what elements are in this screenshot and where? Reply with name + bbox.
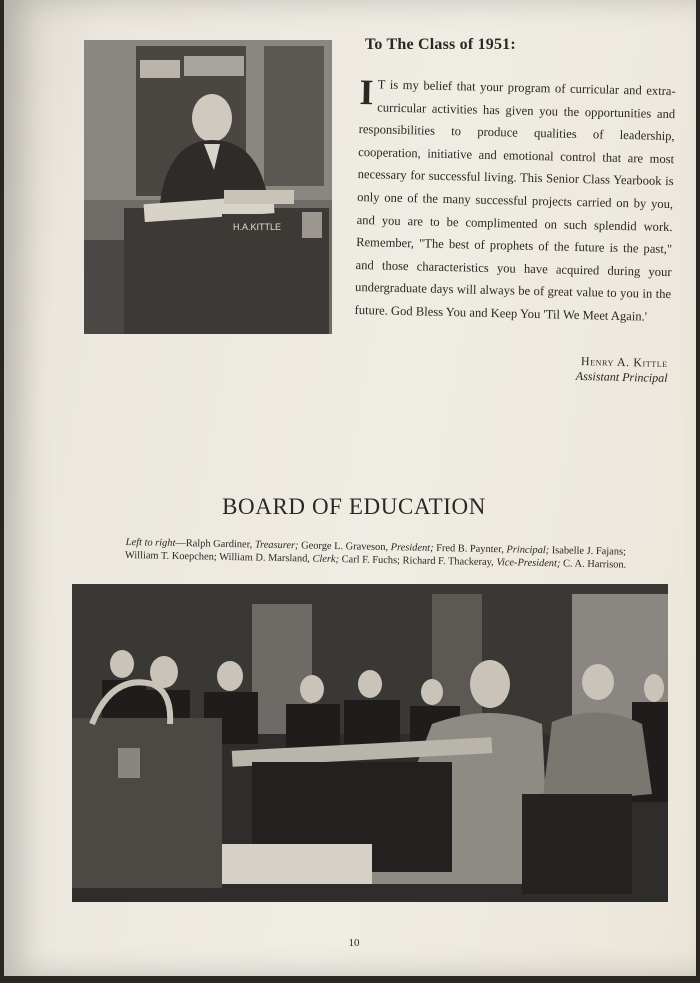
caption-lead: Left to right bbox=[125, 537, 176, 549]
caption-role: Clerk; bbox=[312, 553, 340, 566]
caption-text: C. A. Harrison. bbox=[560, 558, 627, 571]
page-number: 10 bbox=[348, 937, 360, 949]
board-photo-caption bbox=[123, 536, 627, 572]
board-of-education-photo bbox=[72, 584, 668, 902]
board-of-education-title: BOARD OF EDUCATION bbox=[222, 494, 486, 519]
caption-role: Vice-President; bbox=[496, 557, 561, 570]
caption-text: Isabelle J. Fajans; William T. Koepchen; William D. Marsland, bbox=[124, 545, 627, 565]
letter-signature bbox=[563, 354, 668, 386]
caption-role: Treasurer; bbox=[254, 539, 299, 552]
caption-role: Principal; bbox=[506, 544, 550, 557]
caption-text: Carl F. Fuchs; Richard F. Thackeray, bbox=[338, 554, 497, 569]
letter-heading: To The Class of 1951: bbox=[365, 36, 516, 53]
signature-name: Henry A. Kittle bbox=[580, 354, 668, 370]
caption-text: Fred B. Paynter, bbox=[433, 542, 507, 556]
signature-title: Assistant Principal bbox=[575, 368, 668, 385]
board-photo-illustration bbox=[72, 584, 668, 902]
caption-text: —Ralph Gardiner, bbox=[175, 537, 255, 551]
letter-drop-cap: I bbox=[359, 72, 375, 113]
portrait-photo-assistant-principal bbox=[84, 40, 332, 334]
letter-body-text: T is my belief that your program of curricular and extra-curricular activities has given you the opportunities and responsibilities to produce qualities of leadership, cooperation, initiative and emotional control that are most necessary for successful living. This Senior Class Yearbook is only one of the many successful projects carried on by you, and you are to be complimented on such splendid work. Remember, "The best of prophets of the future is the past," and those characteristics you have acquired during your undergraduate days will always be of great value to you in the future. God Bless You and Keep You 'Til We Meet Again.' bbox=[354, 77, 676, 324]
caption-text: George L. Graveson, bbox=[298, 540, 391, 554]
letter-body bbox=[354, 73, 676, 329]
caption-role: President; bbox=[390, 542, 434, 554]
yearbook-page bbox=[4, 0, 696, 976]
portrait-photo-illustration bbox=[84, 40, 332, 334]
desk-nameplate-text: H.A.KITTLE bbox=[232, 222, 282, 232]
